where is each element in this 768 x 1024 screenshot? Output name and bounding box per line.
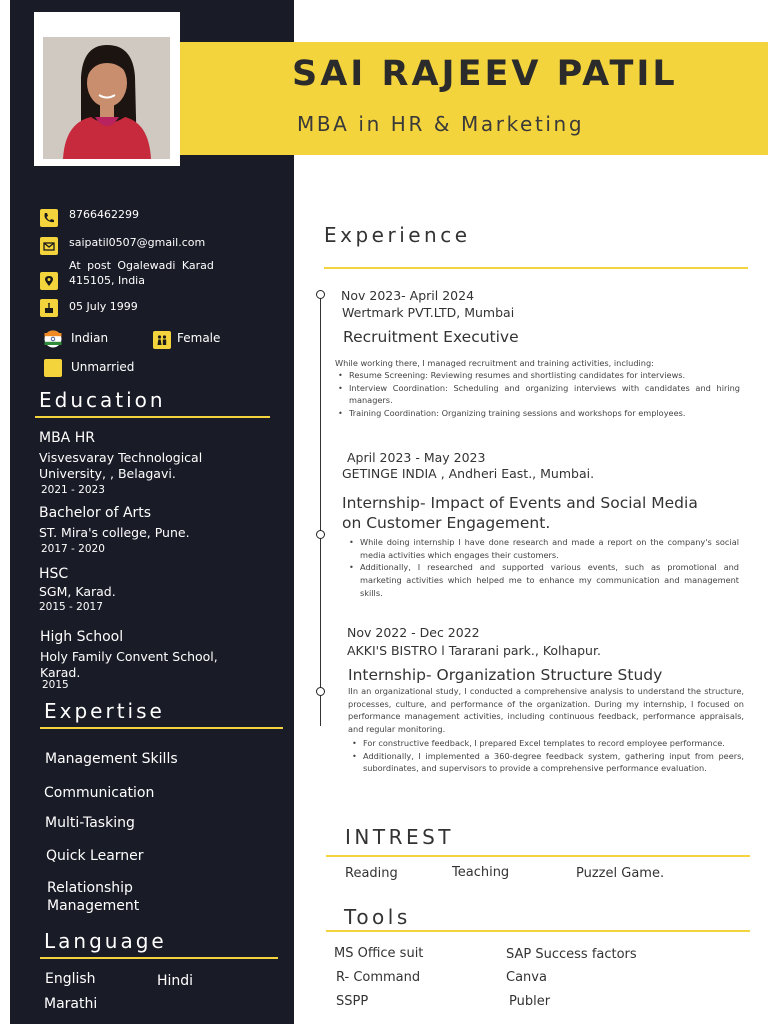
tools-heading: Tools [344,905,411,929]
job-date: Nov 2022 - Dec 2022 [347,625,480,640]
education-item-title: MBA HR [39,430,95,446]
job-company: AKKI'S BISTRO l Tararani park., Kolhapur. [347,643,601,658]
job-bullet-list [346,536,739,600]
job-role: on Customer Engagement. [342,514,551,532]
education-item-years: 2017 - 2020 [41,543,105,555]
nationality: Indian [71,331,109,345]
expertise-item: Management [47,898,140,914]
job-bullet: • Training Coordination: Organizing training sessions and workshops for employees. [335,407,740,420]
job-description: IIn an organizational study, I conducted a comprehensive analysis to understand the structure, processes, culture, and performance of the organization. During my internship, I focused on performance management activities, including continuous feedback, performance appraisals, and regular monitoring. [348,686,744,735]
timeline-dot [316,687,325,696]
language-divider [40,957,278,959]
language-item: Marathi [44,996,98,1012]
tools-item: R- Command [336,970,421,985]
phone-icon [40,209,58,227]
expertise-item: Communication [44,785,155,801]
job-bullet: • Additionally, I implemented a 360-degree feedback system, gathering input from peers, subordinates, and supervisors to provide a comprehensive performance evaluation. [349,750,744,775]
location-pin-icon [40,272,58,290]
india-flag-icon [44,330,62,348]
tools-divider [326,930,750,932]
birthday-cake-icon [40,299,58,317]
tools-item: MS Office suit [334,946,424,961]
expertise-item: Management Skills [45,751,178,767]
candidate-subtitle: MBA in HR & Marketing [297,112,585,136]
experience-timeline [320,293,321,726]
tools-item: SAP Success factors [506,947,637,962]
job-role: Recruitment Executive [343,328,519,346]
education-item-title: HSC [39,566,69,582]
education-item-years: 2015 - 2017 [39,601,103,613]
date-of-birth: 05 July 1999 [69,300,138,313]
expertise-divider [40,727,283,729]
job-bullet: • For constructive feedback, I prepared Excel templates to record employee performance. [349,737,744,750]
email-icon [40,237,58,255]
education-item-years: 2021 - 2023 [41,484,105,496]
experience-divider [324,267,748,269]
profile-photo [43,37,170,159]
job-role: Internship- Organization Structure Study [348,666,663,684]
education-item-title: High School [40,629,124,645]
tools-item: SSPP [336,994,369,1009]
education-item-school: Visvesvaray Technological [39,450,203,465]
interest-item: Puzzel Game. [576,866,665,881]
timeline-dot [316,290,325,299]
language-heading: Language [44,929,167,953]
interest-item: Teaching [452,865,510,880]
timeline-dot [316,530,325,539]
language-item: English [45,971,96,987]
gender-icon [153,331,171,349]
education-item-title: Bachelor of Arts [39,505,152,521]
job-company: Wertmark PVT.LTD, Mumbai [342,305,515,320]
education-item-school: University, , Belagavi. [39,466,176,481]
education-item-school: ST. Mira's college, Pune. [39,525,190,540]
job-description: While working there, I managed recruitment and training activities, including: [335,358,654,368]
education-divider [35,416,270,418]
job-company: GETINGE INDIA , Andheri East., Mumbai. [342,466,595,481]
job-date: April 2023 - May 2023 [347,450,486,465]
job-bullet: • While doing internship I have done research and made a report on the company's social media activities which engages their customers. [346,536,739,561]
job-bullet-list [349,737,744,775]
job-date: Nov 2023- April 2024 [341,288,475,303]
education-item-school: Holy Family Convent School, [40,649,218,664]
job-bullet-list [335,369,740,420]
interest-heading: INTREST [345,825,455,849]
tools-item: Publer [509,994,551,1009]
phone-number: 8766462299 [69,208,139,221]
job-bullet: • Additionally, I researched and supported various events, such as promotional and marketing activities which helped me to enhance my communication and management skills. [346,561,739,599]
profile-photo-frame [34,12,180,166]
interest-item: Reading [345,866,398,881]
expertise-item: Multi-Tasking [45,815,135,831]
expertise-item: Quick Learner [46,848,144,864]
interest-divider [326,855,750,857]
education-item-school: SGM, Karad. [39,584,116,599]
marital-status: Unmarried [71,360,135,374]
language-item: Hindi [157,973,194,989]
gender: Female [177,331,221,345]
tools-item: Canva [506,970,547,985]
marital-status-icon [44,359,62,377]
education-heading: Education [39,388,166,412]
address-line-2: 415105, India [69,274,145,287]
candidate-name: SAI RAJEEV PATIL [292,54,678,94]
address-line-1: At post Ogalewadi Karad [69,259,214,272]
experience-heading: Experience [324,223,471,247]
expertise-item: Relationship [47,880,133,896]
job-role: Internship- Impact of Events and Social Media [342,494,698,512]
expertise-heading: Expertise [44,699,165,723]
job-bullet: • Interview Coordination: Scheduling and organizing interviews with candidates and hiring managers. [335,382,740,407]
education-item-years: 2015 [42,679,69,691]
job-bullet: • Resume Screening: Reviewing resumes and shortlisting candidates for interviews. [335,369,740,382]
email-address: saipatil0507@gmail.com [69,236,206,249]
education-item-school: Karad. [40,665,81,680]
